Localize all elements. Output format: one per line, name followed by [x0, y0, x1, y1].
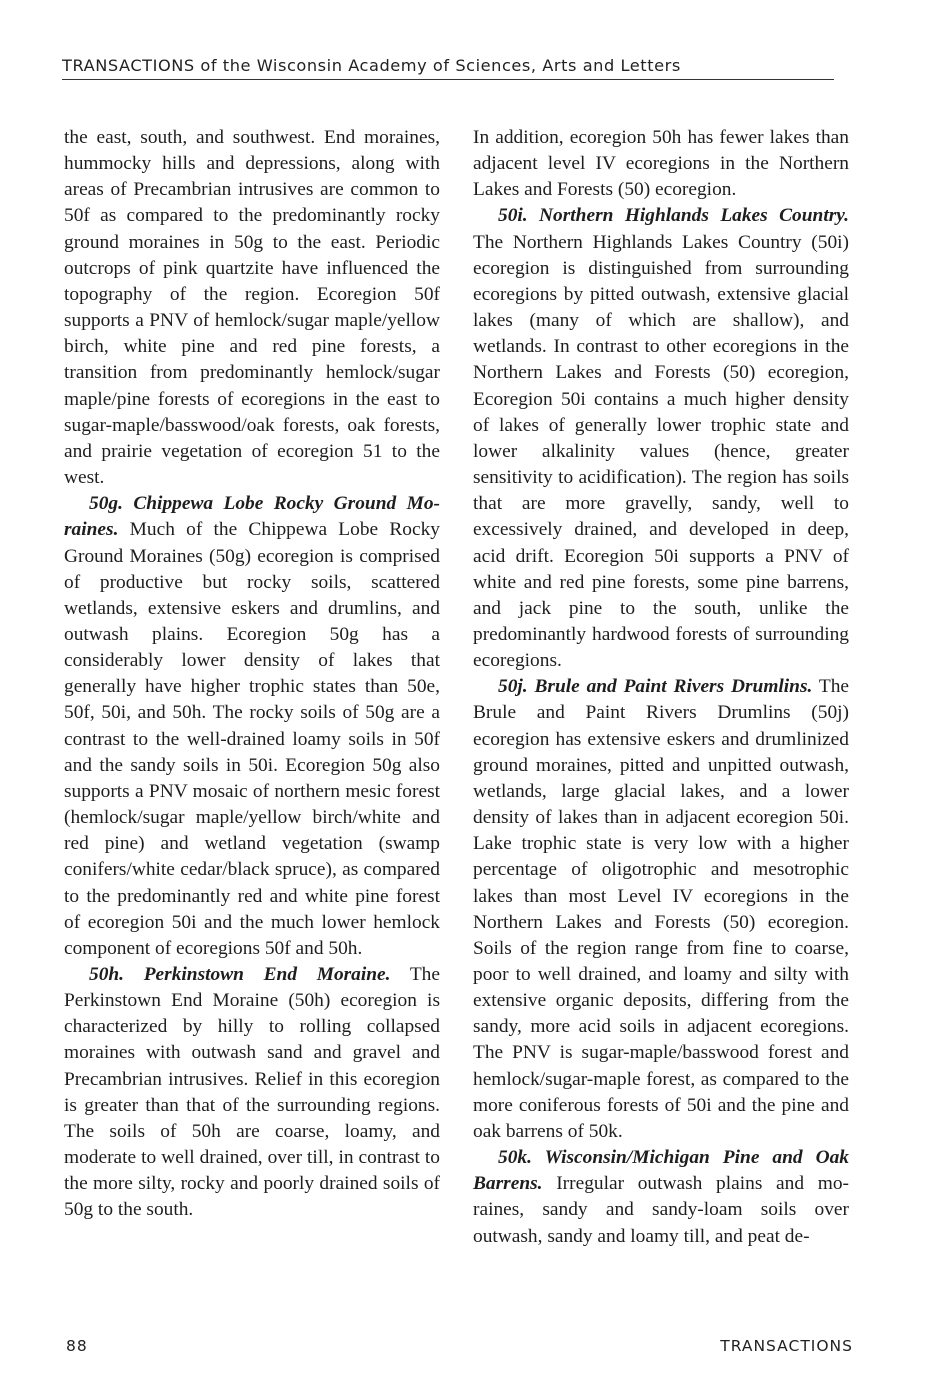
running-footer: TRANSACTIONS — [720, 1337, 853, 1355]
section-heading-50i: 50i. Northern Highlands Lakes Country. — [498, 205, 849, 227]
right-column — [473, 125, 849, 1250]
page-number: 88 — [66, 1337, 88, 1355]
paragraph-50g — [64, 491, 440, 962]
paragraph-50f-continued: the east, south, and southwest. End moraines, hummocky hills and depressions, along with areas of Precambrian intrusives are common to 50f as compared to the predominantly rocky ground moraines in 50g to the east. Periodic outcrops of pink quartzite have influenced the topography of the region. Ecoregion 50f supports a PNV of hemlock/sugar maple/yellow birch, white pine and red pine forests, a transition from predominantly hemlock/sugar maple/pine forests of ecoregions in the east to sugar-maple/basswood/oak forests, oak forests, and prairie vegetation of ecoregion 51 to the west. — [64, 127, 440, 489]
section-body-50g: Much of the Chippewa Lobe Rocky Ground Moraines (50g) ecoregion is comprised of productive but rocky soils, scattered wetlands, extensive eskers and drumlins, and outwash plains. Ecoregion 50g has a considerably lower density of lakes that generally have higher trophic states than 50e, 50f, 50i, and 50h. The rocky soils of 50g are a contrast to the well-drained loamy soils in 50f and the sandy soils in 50i. Ecoregion 50g also supports a PNV mosaic of northern mesic forest (hemlock/sugar maple/yellow birch/white and red pine) and wetland vegetation (swamp conifers/white cedar/​black spruce), as compared to the predominantly red and white pine forest of ecoregion 50i and the much lower hemlock component of ecoregions 50f and 50h. — [64, 519, 440, 959]
paragraph-50h-continued: In addition, ecoregion 50h has fewer lakes than adjacent level IV ecoregions in the Northern Lakes and Forests (50) ecoregion. — [473, 127, 849, 201]
paragraph-50i — [473, 203, 849, 674]
section-heading-50h: 50h. Perkinstown End Moraine. — [89, 964, 391, 985]
paragraph-50k — [473, 1145, 849, 1250]
section-heading-50g: 50g. Chippewa Lobe Rocky Ground Moraines. — [64, 493, 440, 541]
section-heading-50k: 50k. Wisconsin/Michigan Pine and Oak Barrens. — [473, 1147, 849, 1195]
left-column — [64, 125, 440, 1224]
section-heading-50j: 50j. Brule and Paint Rivers Drumlins. — [498, 676, 813, 698]
header-rule — [62, 79, 834, 80]
paragraph-50h — [64, 962, 440, 1224]
section-body-50h: The Perkinstown End Moraine (50h) ecoregion is characterized by hilly to rolling collapsed moraines with outwash sand and gravel and Precambrian intrusives. Relief in this ecoregion is greater than that of the surrounding regions. The soils of 50h are coarse, loamy, and moderate to well drained, over till, in contrast to the more silty, rocky and poorly drained soils of 50g to the south. — [64, 964, 440, 1221]
paragraph-50j — [473, 674, 849, 1145]
running-header: TRANSACTIONS of the Wisconsin Academy of Sciences, Arts and Letters — [62, 56, 681, 75]
section-body-50i: The Northern Highlands Lakes Country (50i) ecoregion is distinguished from surrounding ecoregions by pitted outwash, extensive glacial lakes (many of which are shallow), and wetlands. In contrast to other ecoregions in the Northern Lakes and Forests (50) ecoregion, Ecoregion 50i contains a much higher density of lakes of generally lower trophic state and lower alkalinity values (hence, greater sensitivity to acidification). The region has soils that are more gravelly, sandy, well to excessively drained, and developed in deep, acid drift. Ecoregion 50i supports a PNV of white and red pine forests, some pine barrens, and jack pine to the south, unlike the predominantly hardwood forests of surrounding ecoregions. — [473, 231, 849, 672]
section-body-50k: Irregular outwash plains and moraines, sandy and sandy-loam soils over outwash, sandy and loamy till, and peat de- — [473, 1173, 849, 1247]
section-body-50j: The Brule and Paint Rivers Drumlins (50j) ecoregion has extensive eskers and drumlinized ground moraines, pitted and unpitted outwash, wetlands, large glacial lakes, and a lower density of lakes than in adjacent ecoregion 50i. Lake trophic state is very low with a higher percentage of oligotrophic and mesotrophic lakes than most Level IV ecoregions in the Northern Lakes and Forests (50) ecoregion. Soils of the region range from fine to coarse, poor to well drained, and loamy and silty with extensive organic deposits, differing from the sandy, more acid soils in adjacent ecoregions. The PNV is sugar-maple/basswood forest and hemlock/​sugar-maple forest, as compared to the more coniferous forests of 50i and the pine and oak barrens of 50k. — [473, 676, 849, 1142]
